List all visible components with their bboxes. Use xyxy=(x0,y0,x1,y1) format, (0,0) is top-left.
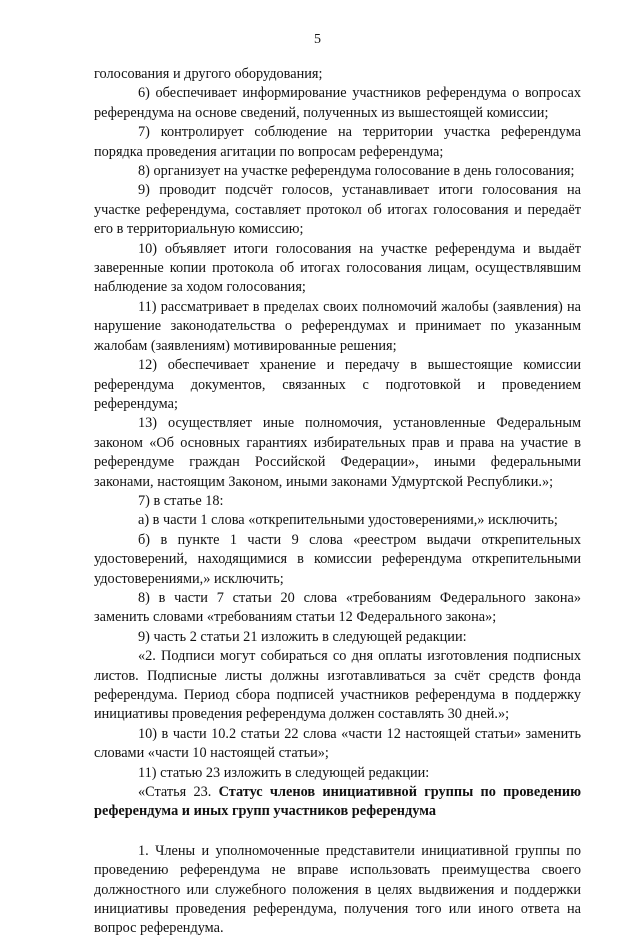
article-heading-prefix: «Статья 23. xyxy=(138,784,219,801)
paragraph: голосования и другого оборудования; xyxy=(94,66,323,82)
spacer xyxy=(94,822,581,842)
paragraph: а) в части 1 слова «открепительными удостоверениями,» исключить; xyxy=(138,512,558,529)
paragraph: 10) объявляет итоги голосования на участке референдума и выдаёт заверенные копии протокола об итогах голосования лицам, осуществлявшим наблюдение за ходом голосования; xyxy=(94,240,581,296)
paragraph: 11) рассматривает в пределах своих полномочий жалобы (заявления) на нарушение законодательства о референдумах и принимает по указанным жалобам (заявлениям) мотивированные решения; xyxy=(94,298,581,354)
paragraph: б) в пункте 1 части 9 слова «реестром выдачи открепительных удостоверений, находящимися в комиссии референдума открепительными удостоверениями,» исключить; xyxy=(94,531,581,587)
paragraph: 12) обеспечивает хранение и передачу в вышестоящие комиссии референдума документов, связанных с подготовкой и проведением референдума; xyxy=(94,357,581,412)
article-paragraph: 1. Члены и уполномоченные представители инициативной группы по проведению референдума не вправе использовать преимущества своего должностного или служебного положения в целях выдвижения и поддержки инициативы проведения референдума, получения того или иного ответа на вопрос референдума. xyxy=(94,842,581,937)
article-heading xyxy=(94,783,581,822)
paragraph: 6) обеспечивает информирование участников референдума о вопросах референдума на основе сведений, полученных из вышестоящей комиссии; xyxy=(94,85,581,121)
paragraph: 9) проводит подсчёт голосов, устанавливает итоги голосования на участке референдума, составляет протокол об итогах голосования и передаёт его в территориальную комиссию; xyxy=(94,182,581,238)
paragraph: 7) в статье 18: xyxy=(138,492,224,509)
paragraph: 9) часть 2 статьи 21 изложить в следующей редакции: xyxy=(138,628,467,645)
paragraph: 10) в части 10.2 статьи 22 слова «части 12 настоящей статьи» заменить словами «части 10 настоящей статьи»; xyxy=(94,725,581,762)
paragraph: 8) в части 7 статьи 20 слова «требованиям Федерального закона» заменить словами «требованиям статьи 12 Федерального закона»; xyxy=(94,589,581,626)
paragraph: 8) организует на участке референдума голосование в день голосования; xyxy=(138,163,575,180)
paragraph: «2. Подписи могут собираться со дня оплаты изготовления подписных листов. Подписные листы должны изготавливаться за счёт средств фонда референдума. Период сбора подписей участников референдума в поддержку инициативы проведения референдума должен составлять 30 дней.»; xyxy=(94,648,581,723)
article-heading-title: Статус членов инициативной группы по проведению референдума и иных групп участников референдума xyxy=(94,784,582,820)
paragraph: 11) статью 23 изложить в следующей редакции: xyxy=(138,764,430,781)
document-body xyxy=(94,65,581,939)
paragraph: 13) осуществляет иные полномочия, установленные Федеральным законом «Об основных гарантиях избирательных прав и права на участие в референдуме граждан Российской Федерации», иными федеральными законами, настоящим Законом, иными законами Удмуртской Республики.»; xyxy=(94,415,581,490)
article-body xyxy=(94,842,581,939)
paragraph: 7) контролирует соблюдение на территории участка референдума порядка проведения агитации по вопросам референдума; xyxy=(94,124,581,160)
page-number: 5 xyxy=(314,32,321,47)
